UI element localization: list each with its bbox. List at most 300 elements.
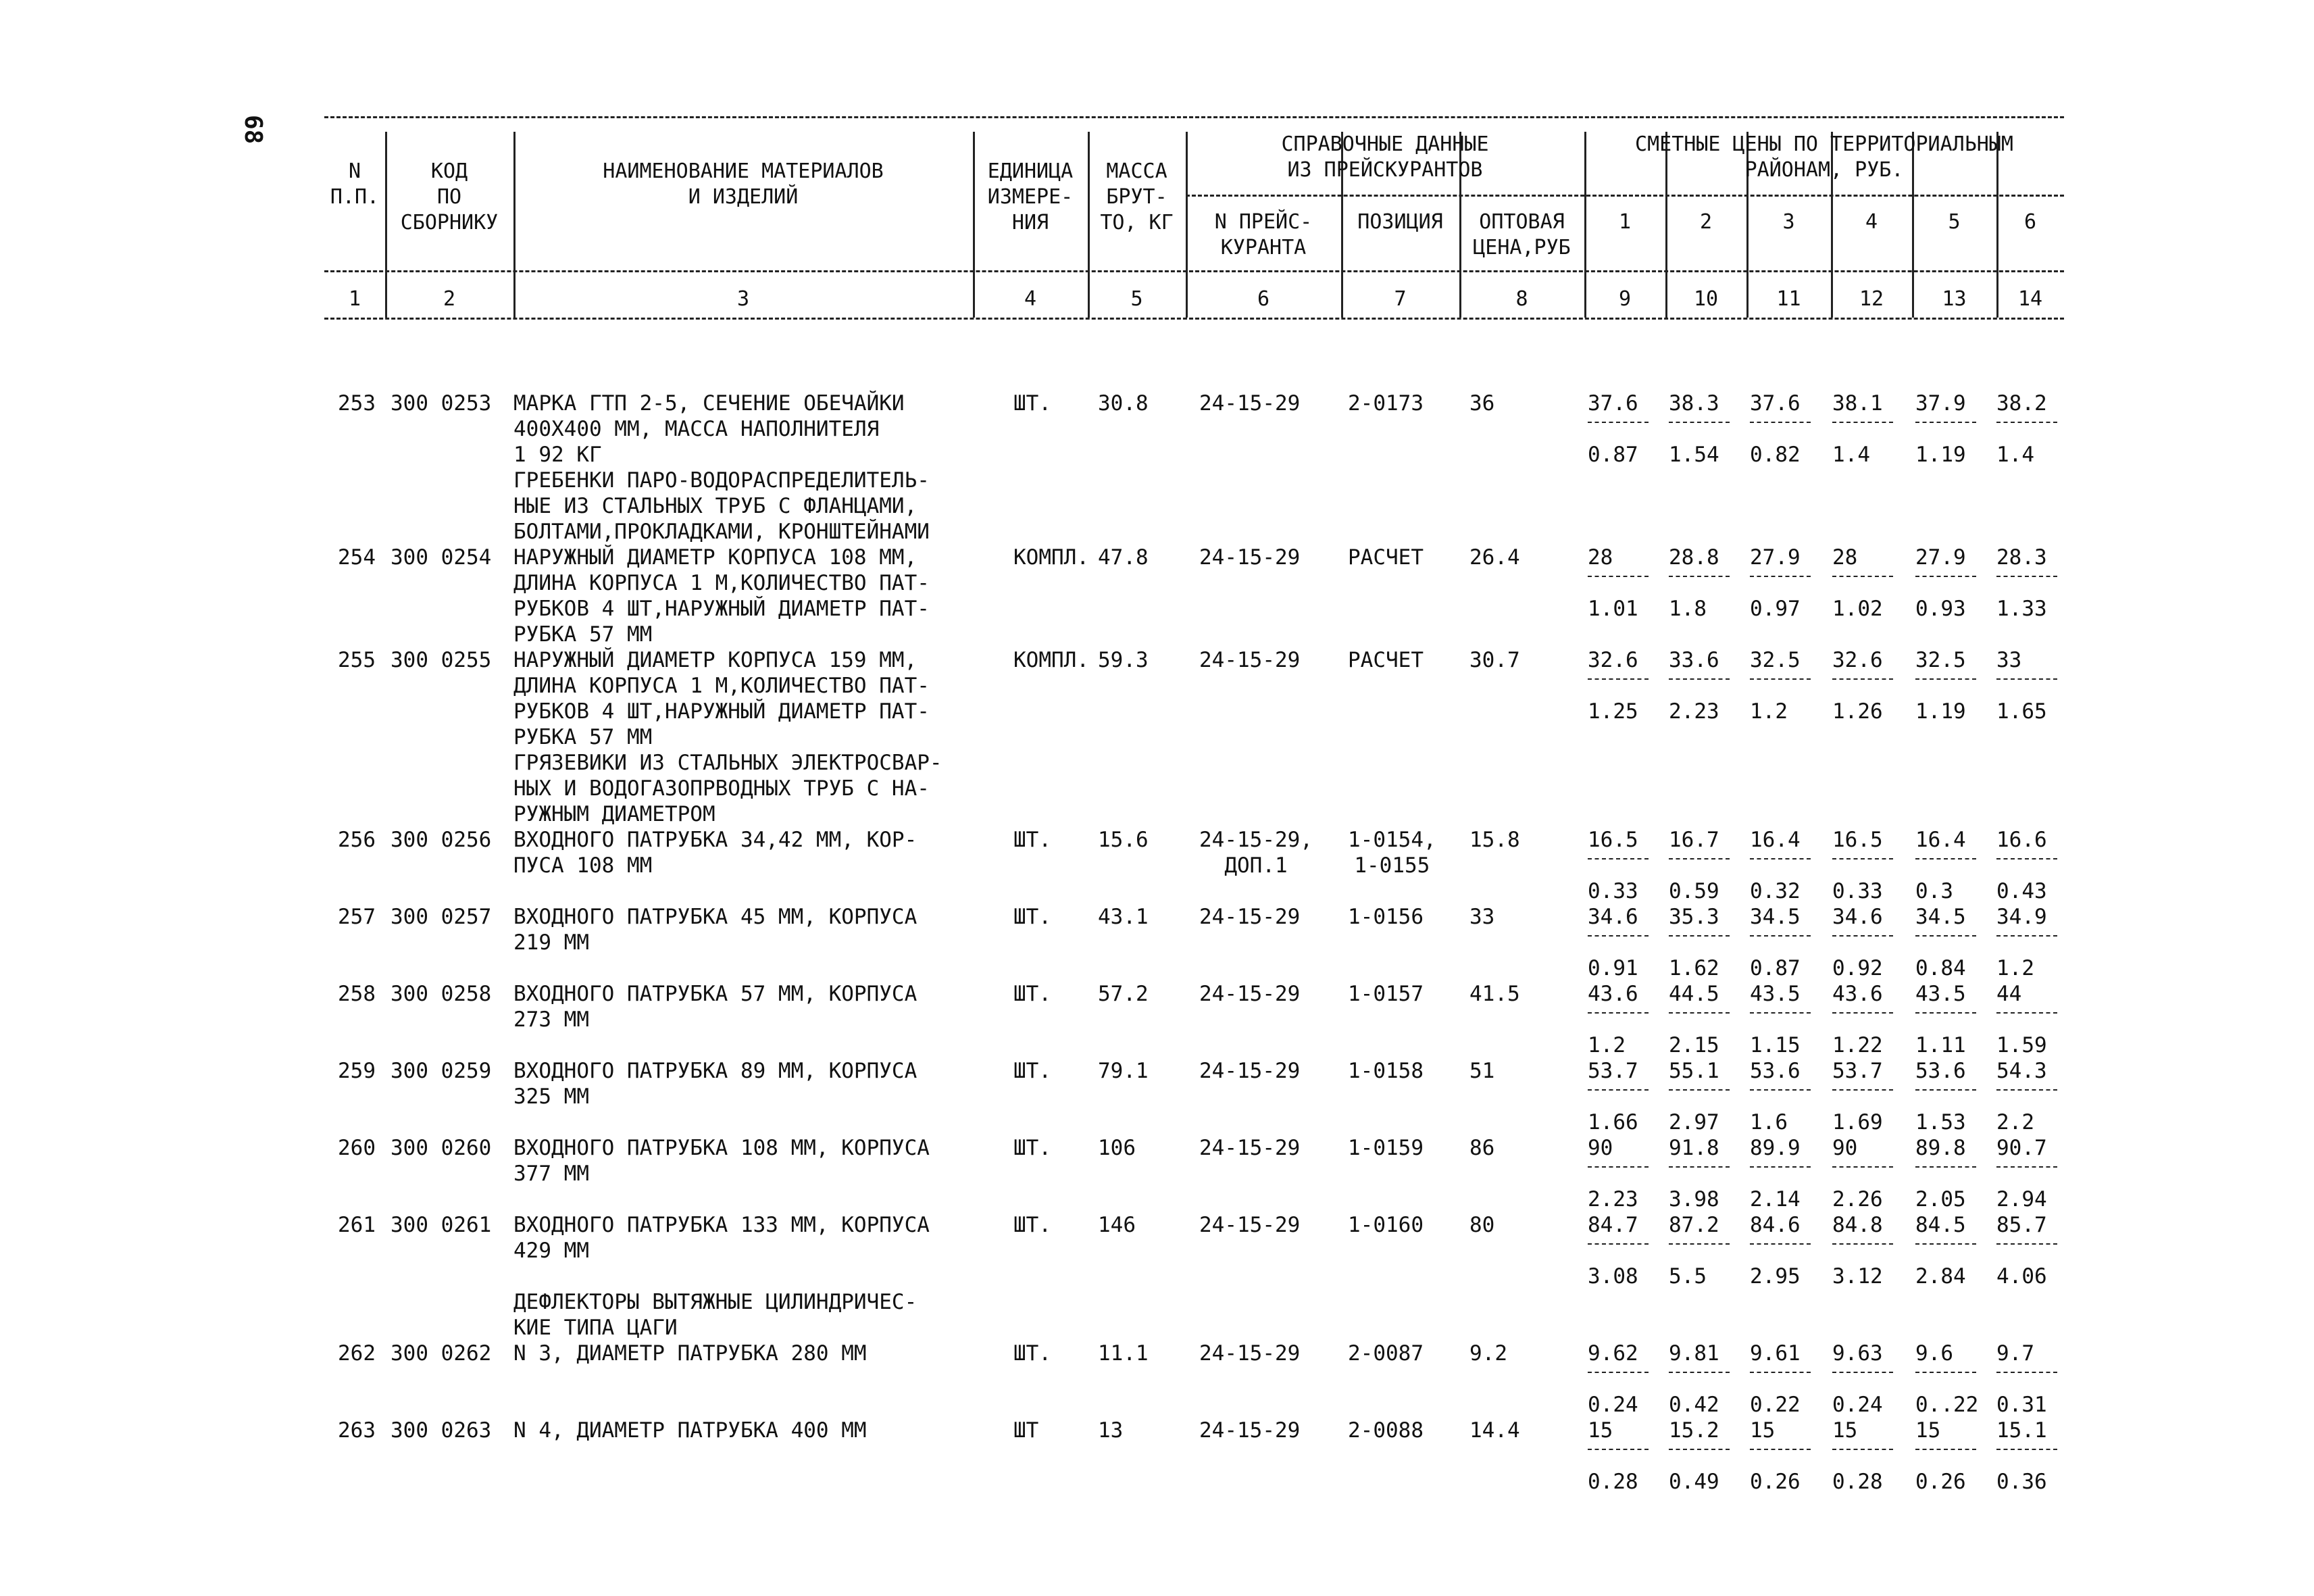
row-position: 2-0088 bbox=[1348, 1418, 1424, 1443]
price-divider bbox=[1588, 1166, 1649, 1168]
price-bottom-district-5: 1.11 bbox=[1915, 1033, 1966, 1057]
price-divider bbox=[1750, 678, 1811, 680]
row-wholesale-price: 41.5 bbox=[1469, 982, 1520, 1006]
price-divider bbox=[1915, 422, 1976, 423]
price-divider bbox=[1832, 1166, 1893, 1168]
price-bottom-district-5: 0.3 bbox=[1915, 879, 1953, 903]
row-mass: 13 bbox=[1098, 1418, 1124, 1443]
price-top-district-1: 34.6 bbox=[1588, 905, 1638, 929]
price-bottom-district-6: 0.31 bbox=[1996, 1393, 2047, 1417]
row-description: ВХОДНОГО ПАТРУБКА 108 ММ, КОРПУСА 377 ММ bbox=[513, 1136, 930, 1186]
price-divider bbox=[1915, 1449, 1976, 1450]
row-position: 2-0173 bbox=[1348, 391, 1424, 416]
price-top-district-6: 90.7 bbox=[1996, 1136, 2047, 1160]
price-top-district-4: 38.1 bbox=[1832, 391, 1883, 416]
price-divider bbox=[1750, 935, 1811, 937]
price-divider bbox=[1996, 1243, 2057, 1245]
price-bottom-district-1: 1.2 bbox=[1588, 1033, 1626, 1057]
row-mass: 11.1 bbox=[1098, 1341, 1149, 1366]
row-pricelist: 24-15-29 bbox=[1199, 1418, 1301, 1443]
price-top-district-2: 35.3 bbox=[1669, 905, 1719, 929]
price-bottom-district-6: 4.06 bbox=[1996, 1264, 2047, 1289]
row-code: 300 0256 bbox=[391, 828, 492, 852]
price-top-district-5: 37.9 bbox=[1915, 391, 1966, 416]
price-divider bbox=[1832, 1372, 1893, 1373]
group-heading: ГРЕБЕНКИ ПАРО-ВОДОРАСПРЕДЕЛИТЕЛЬ- НЫЕ ИЗ СТАЛЬНЫХ ТРУБ С ФЛАНЦАМИ, БОЛТАМИ,ПРОКЛАДКАМИ, КРОНШТЕЙНАМИ bbox=[513, 468, 930, 544]
price-bottom-district-2: 1.62 bbox=[1669, 956, 1719, 980]
price-top-district-1: 15 bbox=[1588, 1418, 1613, 1443]
price-bottom-district-3: 1.15 bbox=[1750, 1033, 1801, 1057]
price-bottom-district-2: 2.15 bbox=[1669, 1033, 1719, 1057]
row-code: 300 0259 bbox=[391, 1059, 492, 1083]
row-unit: ШТ. bbox=[1013, 905, 1051, 929]
column-number-4: 4 bbox=[1024, 287, 1037, 311]
price-divider bbox=[1996, 858, 2057, 859]
price-bottom-district-4: 1.26 bbox=[1832, 699, 1883, 724]
price-divider bbox=[1588, 1449, 1649, 1450]
header-c6: N ПРЕЙС- КУРАНТА bbox=[1214, 210, 1313, 259]
header-c2: КОД ПО СБОРНИКУ bbox=[400, 159, 499, 234]
row-wholesale-price: 26.4 bbox=[1469, 545, 1520, 570]
price-divider bbox=[1750, 1372, 1811, 1373]
price-top-district-6: 28.3 bbox=[1996, 545, 2047, 570]
row-wholesale-price: 33 bbox=[1469, 905, 1495, 929]
price-bottom-district-5: 2.05 bbox=[1915, 1187, 1966, 1212]
price-top-district-1: 37.6 bbox=[1588, 391, 1638, 416]
price-top-district-4: 84.8 bbox=[1832, 1213, 1883, 1237]
price-divider bbox=[1750, 1012, 1811, 1014]
price-top-district-2: 91.8 bbox=[1669, 1136, 1719, 1160]
row-position: 1-0159 bbox=[1348, 1136, 1424, 1160]
price-divider bbox=[1669, 1166, 1730, 1168]
price-divider bbox=[1669, 1012, 1730, 1014]
row-position: 1-0157 bbox=[1348, 982, 1424, 1006]
price-bottom-district-3: 0.87 bbox=[1750, 956, 1801, 980]
row-position: РАСЧЕТ bbox=[1348, 545, 1424, 570]
price-top-district-5: 9.6 bbox=[1915, 1341, 1953, 1366]
row-number: 257 bbox=[338, 905, 376, 929]
header-rule bbox=[324, 318, 2064, 320]
row-number: 263 bbox=[338, 1418, 376, 1443]
column-number-12: 12 bbox=[1859, 287, 1884, 311]
price-top-district-3: 89.9 bbox=[1750, 1136, 1801, 1160]
price-top-district-5: 34.5 bbox=[1915, 905, 1966, 929]
row-pricelist: 24-15-29, ДОП.1 bbox=[1199, 828, 1313, 878]
price-bottom-district-5: 1.19 bbox=[1915, 699, 1966, 724]
price-top-district-2: 87.2 bbox=[1669, 1213, 1719, 1237]
price-top-district-6: 44 bbox=[1996, 982, 2022, 1006]
price-top-district-1: 84.7 bbox=[1588, 1213, 1638, 1237]
price-bottom-district-6: 1.65 bbox=[1996, 699, 2047, 724]
price-bottom-district-3: 0.82 bbox=[1750, 443, 1801, 467]
price-bottom-district-4: 1.22 bbox=[1832, 1033, 1883, 1057]
row-wholesale-price: 30.7 bbox=[1469, 648, 1520, 672]
row-wholesale-price: 15.8 bbox=[1469, 828, 1520, 852]
price-bottom-district-4: 0.33 bbox=[1832, 879, 1883, 903]
column-number-9: 9 bbox=[1618, 287, 1632, 311]
row-mass: 146 bbox=[1098, 1213, 1136, 1237]
price-bottom-district-4: 2.26 bbox=[1832, 1187, 1883, 1212]
price-bottom-district-4: 1.4 bbox=[1832, 443, 1870, 467]
price-top-district-5: 27.9 bbox=[1915, 545, 1966, 570]
price-bottom-district-4: 0.24 bbox=[1832, 1393, 1883, 1417]
price-divider bbox=[1832, 1089, 1893, 1091]
row-position: 1-0156 bbox=[1348, 905, 1424, 929]
price-top-district-6: 38.2 bbox=[1996, 391, 2047, 416]
price-top-district-5: 53.6 bbox=[1915, 1059, 1966, 1083]
price-divider bbox=[1915, 858, 1976, 859]
row-number: 262 bbox=[338, 1341, 376, 1366]
row-pricelist: 24-15-29 bbox=[1199, 391, 1301, 416]
row-unit: ШТ. bbox=[1013, 1341, 1051, 1366]
row-description: ВХОДНОГО ПАТРУБКА 34,42 ММ, КОР- ПУСА 108 ММ bbox=[513, 828, 917, 878]
price-bottom-district-1: 2.23 bbox=[1588, 1187, 1638, 1212]
price-bottom-district-6: 1.59 bbox=[1996, 1033, 2047, 1057]
price-divider bbox=[1915, 1372, 1976, 1373]
price-top-district-1: 90 bbox=[1588, 1136, 1613, 1160]
row-position: 1-0154, 1-0155 bbox=[1348, 828, 1436, 878]
price-bottom-district-1: 3.08 bbox=[1588, 1264, 1638, 1289]
price-top-district-4: 9.63 bbox=[1832, 1341, 1883, 1366]
row-pricelist: 24-15-29 bbox=[1199, 648, 1301, 672]
price-bottom-district-3: 0.32 bbox=[1750, 879, 1801, 903]
price-bottom-district-6: 1.4 bbox=[1996, 443, 2034, 467]
price-bottom-district-4: 0.28 bbox=[1832, 1470, 1883, 1494]
price-bottom-district-3: 2.95 bbox=[1750, 1264, 1801, 1289]
price-divider bbox=[1915, 1243, 1976, 1245]
header-c3: НАИМЕНОВАНИЕ МАТЕРИАЛОВ И ИЗДЕЛИЙ bbox=[603, 159, 884, 209]
price-divider bbox=[1750, 1166, 1811, 1168]
row-description: ВХОДНОГО ПАТРУБКА 133 ММ, КОРПУСА 429 ММ bbox=[513, 1213, 930, 1263]
header-district-5: 5 bbox=[1948, 210, 1961, 234]
column-number-11: 11 bbox=[1776, 287, 1801, 311]
price-bottom-district-4: 1.69 bbox=[1832, 1110, 1883, 1134]
price-top-district-2: 44.5 bbox=[1669, 982, 1719, 1006]
price-bottom-district-1: 1.01 bbox=[1588, 597, 1638, 621]
row-pricelist: 24-15-29 bbox=[1199, 982, 1301, 1006]
price-divider bbox=[1588, 422, 1649, 423]
column-number-8: 8 bbox=[1515, 287, 1528, 311]
row-wholesale-price: 36 bbox=[1469, 391, 1495, 416]
price-bottom-district-5: 0.93 bbox=[1915, 597, 1966, 621]
row-number: 261 bbox=[338, 1213, 376, 1237]
row-code: 300 0255 bbox=[391, 648, 492, 672]
header-district-6: 6 bbox=[2023, 210, 2037, 234]
price-top-district-4: 34.6 bbox=[1832, 905, 1883, 929]
price-divider bbox=[1996, 1012, 2057, 1014]
row-code: 300 0261 bbox=[391, 1213, 492, 1237]
row-mass: 30.8 bbox=[1098, 391, 1149, 416]
price-bottom-district-1: 1.25 bbox=[1588, 699, 1638, 724]
price-divider bbox=[1996, 935, 2057, 937]
price-top-district-4: 16.5 bbox=[1832, 828, 1883, 852]
price-bottom-district-5: 1.19 bbox=[1915, 443, 1966, 467]
price-bottom-district-2: 2.97 bbox=[1669, 1110, 1719, 1134]
price-divider bbox=[1750, 1089, 1811, 1091]
price-top-district-2: 16.7 bbox=[1669, 828, 1719, 852]
page-number: 68 bbox=[239, 115, 267, 145]
row-number: 254 bbox=[338, 545, 376, 570]
price-divider bbox=[1669, 576, 1730, 577]
price-top-district-1: 43.6 bbox=[1588, 982, 1638, 1006]
price-top-district-3: 27.9 bbox=[1750, 545, 1801, 570]
header-district-3: 3 bbox=[1782, 210, 1795, 234]
price-top-district-6: 33 bbox=[1996, 648, 2022, 672]
price-divider bbox=[1669, 422, 1730, 423]
row-mass: 15.6 bbox=[1098, 828, 1149, 852]
row-description: ВХОДНОГО ПАТРУБКА 45 ММ, КОРПУСА 219 ММ bbox=[513, 905, 917, 955]
price-top-district-3: 34.5 bbox=[1750, 905, 1801, 929]
row-unit: КОМПЛ. bbox=[1013, 648, 1089, 672]
row-number: 258 bbox=[338, 982, 376, 1006]
price-bottom-district-2: 1.8 bbox=[1669, 597, 1707, 621]
price-divider bbox=[1588, 576, 1649, 577]
header-district-4: 4 bbox=[1865, 210, 1878, 234]
price-top-district-1: 32.6 bbox=[1588, 648, 1638, 672]
price-top-district-6: 85.7 bbox=[1996, 1213, 2047, 1237]
price-bottom-district-1: 0.87 bbox=[1588, 443, 1638, 467]
price-bottom-district-4: 3.12 bbox=[1832, 1264, 1883, 1289]
price-divider bbox=[1588, 678, 1649, 680]
row-code: 300 0258 bbox=[391, 982, 492, 1006]
row-mass: 59.3 bbox=[1098, 648, 1149, 672]
header-c4: ЕДИНИЦА ИЗМЕРЕ- НИЯ bbox=[987, 159, 1074, 234]
price-divider bbox=[1750, 1449, 1811, 1450]
price-divider bbox=[1832, 678, 1893, 680]
price-top-district-2: 15.2 bbox=[1669, 1418, 1719, 1443]
price-divider bbox=[1669, 678, 1730, 680]
price-top-district-2: 28.8 bbox=[1669, 545, 1719, 570]
row-code: 300 0254 bbox=[391, 545, 492, 570]
price-bottom-district-6: 1.2 bbox=[1996, 956, 2034, 980]
price-top-district-4: 90 bbox=[1832, 1136, 1858, 1160]
price-divider bbox=[1915, 1012, 1976, 1014]
price-divider bbox=[1915, 576, 1976, 577]
price-divider bbox=[1750, 858, 1811, 859]
row-unit: ШТ. bbox=[1013, 1059, 1051, 1083]
price-bottom-district-3: 1.2 bbox=[1750, 699, 1788, 724]
row-pricelist: 24-15-29 bbox=[1199, 545, 1301, 570]
row-pricelist: 24-15-29 bbox=[1199, 1213, 1301, 1237]
price-bottom-district-3: 1.6 bbox=[1750, 1110, 1788, 1134]
row-number: 259 bbox=[338, 1059, 376, 1083]
price-bottom-district-3: 0.97 bbox=[1750, 597, 1801, 621]
row-pricelist: 24-15-29 bbox=[1199, 1136, 1301, 1160]
price-top-district-3: 16.4 bbox=[1750, 828, 1801, 852]
price-divider bbox=[1669, 935, 1730, 937]
price-divider bbox=[1750, 422, 1811, 423]
row-position: РАСЧЕТ bbox=[1348, 648, 1424, 672]
price-bottom-district-1: 0.24 bbox=[1588, 1393, 1638, 1417]
row-description: ВХОДНОГО ПАТРУБКА 57 ММ, КОРПУСА 273 ММ bbox=[513, 982, 917, 1032]
row-number: 260 bbox=[338, 1136, 376, 1160]
row-description: НАРУЖНЫЙ ДИАМЕТР КОРПУСА 108 ММ, ДЛИНА КОРПУСА 1 М,КОЛИЧЕСТВО ПАТ- РУБКОВ 4 ШТ,НАРУЖНЫЙ ДИАМЕТР ПАТ- РУБКА 57 ММ bbox=[513, 545, 930, 647]
price-top-district-2: 9.81 bbox=[1669, 1341, 1719, 1366]
row-code: 300 0260 bbox=[391, 1136, 492, 1160]
header-district-1: 1 bbox=[1618, 210, 1632, 234]
row-description: МАРКА ГТП 2-5, СЕЧЕНИЕ ОБЕЧАЙКИ 400Х400 ММ, МАССА НАПОЛНИТЕЛЯ 1 92 КГ bbox=[513, 391, 905, 467]
price-bottom-district-2: 3.98 bbox=[1669, 1187, 1719, 1212]
price-divider bbox=[1832, 1012, 1893, 1014]
price-top-district-6: 34.9 bbox=[1996, 905, 2047, 929]
price-bottom-district-4: 0.92 bbox=[1832, 956, 1883, 980]
column-number-14: 14 bbox=[2017, 287, 2043, 311]
row-unit: ШТ. bbox=[1013, 1136, 1051, 1160]
price-bottom-district-2: 0.59 bbox=[1669, 879, 1719, 903]
price-bottom-district-3: 0.22 bbox=[1750, 1393, 1801, 1417]
group-heading: ДЕФЛЕКТОРЫ ВЫТЯЖНЫЕ ЦИЛИНДРИЧЕС- КИЕ ТИПА ЦАГИ bbox=[513, 1290, 917, 1340]
row-unit: ШТ. bbox=[1013, 391, 1051, 416]
price-bottom-district-4: 1.02 bbox=[1832, 597, 1883, 621]
price-top-district-4: 15 bbox=[1832, 1418, 1858, 1443]
row-code: 300 0257 bbox=[391, 905, 492, 929]
price-divider bbox=[1996, 678, 2057, 680]
row-position: 2-0087 bbox=[1348, 1341, 1424, 1366]
price-bottom-district-2: 0.42 bbox=[1669, 1393, 1719, 1417]
column-number-10: 10 bbox=[1693, 287, 1719, 311]
price-top-district-5: 89.8 bbox=[1915, 1136, 1966, 1160]
price-bottom-district-1: 0.28 bbox=[1588, 1470, 1638, 1494]
price-divider bbox=[1996, 1166, 2057, 1168]
header-c7: ПОЗИЦИЯ bbox=[1357, 210, 1443, 234]
row-pricelist: 24-15-29 bbox=[1199, 1059, 1301, 1083]
price-bottom-district-1: 1.66 bbox=[1588, 1110, 1638, 1134]
price-top-district-4: 28 bbox=[1832, 545, 1858, 570]
header-rule bbox=[324, 270, 2064, 272]
row-unit: ШТ bbox=[1013, 1418, 1039, 1443]
price-divider bbox=[1588, 858, 1649, 859]
row-description: НАРУЖНЫЙ ДИАМЕТР КОРПУСА 159 ММ, ДЛИНА КОРПУСА 1 М,КОЛИЧЕСТВО ПАТ- РУБКОВ 4 ШТ,НАРУЖНЫЙ ДИАМЕТР ПАТ- РУБКА 57 ММ bbox=[513, 648, 930, 749]
row-position: 1-0158 bbox=[1348, 1059, 1424, 1083]
row-mass: 43.1 bbox=[1098, 905, 1149, 929]
group-heading: ГРЯЗЕВИКИ ИЗ СТАЛЬНЫХ ЭЛЕКТРОСВАР- НЫХ И ВОДОГАЗОПРВОДНЫХ ТРУБ С НА- РУЖНЫМ ДИАМЕТРОМ bbox=[513, 751, 942, 826]
row-unit: КОМПЛ. bbox=[1013, 545, 1089, 570]
row-unit: ШТ. bbox=[1013, 982, 1051, 1006]
price-top-district-3: 9.61 bbox=[1750, 1341, 1801, 1366]
price-bottom-district-6: 2.94 bbox=[1996, 1187, 2047, 1212]
header-c5: МАССА БРУТ- ТО, КГ bbox=[1100, 159, 1174, 234]
price-bottom-district-2: 2.23 bbox=[1669, 699, 1719, 724]
price-divider bbox=[1588, 1012, 1649, 1014]
row-number: 256 bbox=[338, 828, 376, 852]
price-divider bbox=[1832, 422, 1893, 423]
price-bottom-district-2: 1.54 bbox=[1669, 443, 1719, 467]
row-unit: ШТ. bbox=[1013, 828, 1051, 852]
price-bottom-district-2: 5.5 bbox=[1669, 1264, 1707, 1289]
row-mass: 79.1 bbox=[1098, 1059, 1149, 1083]
price-bottom-district-5: 0.84 bbox=[1915, 956, 1966, 980]
price-top-district-1: 53.7 bbox=[1588, 1059, 1638, 1083]
price-top-district-6: 15.1 bbox=[1996, 1418, 2047, 1443]
price-bottom-district-6: 1.33 bbox=[1996, 597, 2047, 621]
price-divider bbox=[1996, 1449, 2057, 1450]
row-code: 300 0253 bbox=[391, 391, 492, 416]
price-divider bbox=[1996, 422, 2057, 423]
price-top-district-5: 84.5 bbox=[1915, 1213, 1966, 1237]
price-divider bbox=[1832, 1449, 1893, 1450]
row-code: 300 0263 bbox=[391, 1418, 492, 1443]
price-top-district-6: 54.3 bbox=[1996, 1059, 2047, 1083]
price-bottom-district-6: 0.36 bbox=[1996, 1470, 2047, 1494]
row-number: 253 bbox=[338, 391, 376, 416]
row-code: 300 0262 bbox=[391, 1341, 492, 1366]
price-divider bbox=[1915, 678, 1976, 680]
price-divider bbox=[1588, 1243, 1649, 1245]
header-ref_group: СПРАВОЧНЫЕ ДАННЫЕ ИЗ ПРЕЙСКУРАНТОВ bbox=[1281, 132, 1489, 182]
price-divider bbox=[1915, 935, 1976, 937]
column-number-13: 13 bbox=[1942, 287, 1967, 311]
price-divider bbox=[1669, 1372, 1730, 1373]
row-description: N 4, ДИАМЕТР ПАТРУБКА 400 ММ bbox=[513, 1418, 867, 1443]
price-bottom-district-3: 0.26 bbox=[1750, 1470, 1801, 1494]
price-divider bbox=[1915, 1089, 1976, 1091]
price-divider bbox=[1832, 935, 1893, 937]
price-divider bbox=[1832, 858, 1893, 859]
price-divider bbox=[1996, 1089, 2057, 1091]
price-bottom-district-2: 0.49 bbox=[1669, 1470, 1719, 1494]
row-description: ВХОДНОГО ПАТРУБКА 89 ММ, КОРПУСА 325 ММ bbox=[513, 1059, 917, 1109]
column-number-1: 1 bbox=[348, 287, 361, 311]
header-district-2: 2 bbox=[1699, 210, 1713, 234]
price-top-district-3: 37.6 bbox=[1750, 391, 1801, 416]
row-pricelist: 24-15-29 bbox=[1199, 1341, 1301, 1366]
row-mass: 106 bbox=[1098, 1136, 1136, 1160]
price-bottom-district-3: 2.14 bbox=[1750, 1187, 1801, 1212]
price-top-district-5: 43.5 bbox=[1915, 982, 1966, 1006]
price-divider bbox=[1915, 1166, 1976, 1168]
price-divider bbox=[1669, 1449, 1730, 1450]
price-bottom-district-1: 0.33 bbox=[1588, 879, 1638, 903]
price-top-district-1: 9.62 bbox=[1588, 1341, 1638, 1366]
price-top-district-5: 32.5 bbox=[1915, 648, 1966, 672]
price-top-district-5: 15 bbox=[1915, 1418, 1941, 1443]
row-description: N 3, ДИАМЕТР ПАТРУБКА 280 ММ bbox=[513, 1341, 867, 1366]
column-number-7: 7 bbox=[1394, 287, 1407, 311]
row-unit: ШТ. bbox=[1013, 1213, 1051, 1237]
price-divider bbox=[1832, 576, 1893, 577]
column-number-2: 2 bbox=[443, 287, 456, 311]
price-top-district-3: 43.5 bbox=[1750, 982, 1801, 1006]
row-wholesale-price: 80 bbox=[1469, 1213, 1495, 1237]
price-top-district-2: 55.1 bbox=[1669, 1059, 1719, 1083]
price-bottom-district-5: 1.53 bbox=[1915, 1110, 1966, 1134]
price-top-district-2: 33.6 bbox=[1669, 648, 1719, 672]
price-top-district-6: 16.6 bbox=[1996, 828, 2047, 852]
price-top-district-4: 53.7 bbox=[1832, 1059, 1883, 1083]
price-divider bbox=[1669, 1243, 1730, 1245]
price-top-district-5: 16.4 bbox=[1915, 828, 1966, 852]
price-top-district-4: 43.6 bbox=[1832, 982, 1883, 1006]
price-divider bbox=[1750, 1243, 1811, 1245]
header-price_group: СМЕТНЫЕ ЦЕНЫ ПО ТЕРРИТОРИАЛЬНЫМ РАЙОНАМ, РУБ. bbox=[1635, 132, 2013, 182]
price-bottom-district-6: 2.2 bbox=[1996, 1110, 2034, 1134]
price-bottom-district-5: 2.84 bbox=[1915, 1264, 1966, 1289]
price-top-district-3: 15 bbox=[1750, 1418, 1776, 1443]
price-divider bbox=[1588, 935, 1649, 937]
price-top-district-1: 28 bbox=[1588, 545, 1613, 570]
price-top-district-1: 16.5 bbox=[1588, 828, 1638, 852]
price-divider bbox=[1669, 1089, 1730, 1091]
row-wholesale-price: 86 bbox=[1469, 1136, 1495, 1160]
price-bottom-district-1: 0.91 bbox=[1588, 956, 1638, 980]
price-bottom-district-5: 0..22 bbox=[1915, 1393, 1979, 1417]
price-divider bbox=[1832, 1243, 1893, 1245]
row-pricelist: 24-15-29 bbox=[1199, 905, 1301, 929]
header-c8: ОПТОВАЯ ЦЕНА,РУБ bbox=[1473, 210, 1571, 259]
price-bottom-district-5: 0.26 bbox=[1915, 1470, 1966, 1494]
row-wholesale-price: 9.2 bbox=[1469, 1341, 1507, 1366]
price-top-district-3: 32.5 bbox=[1750, 648, 1801, 672]
